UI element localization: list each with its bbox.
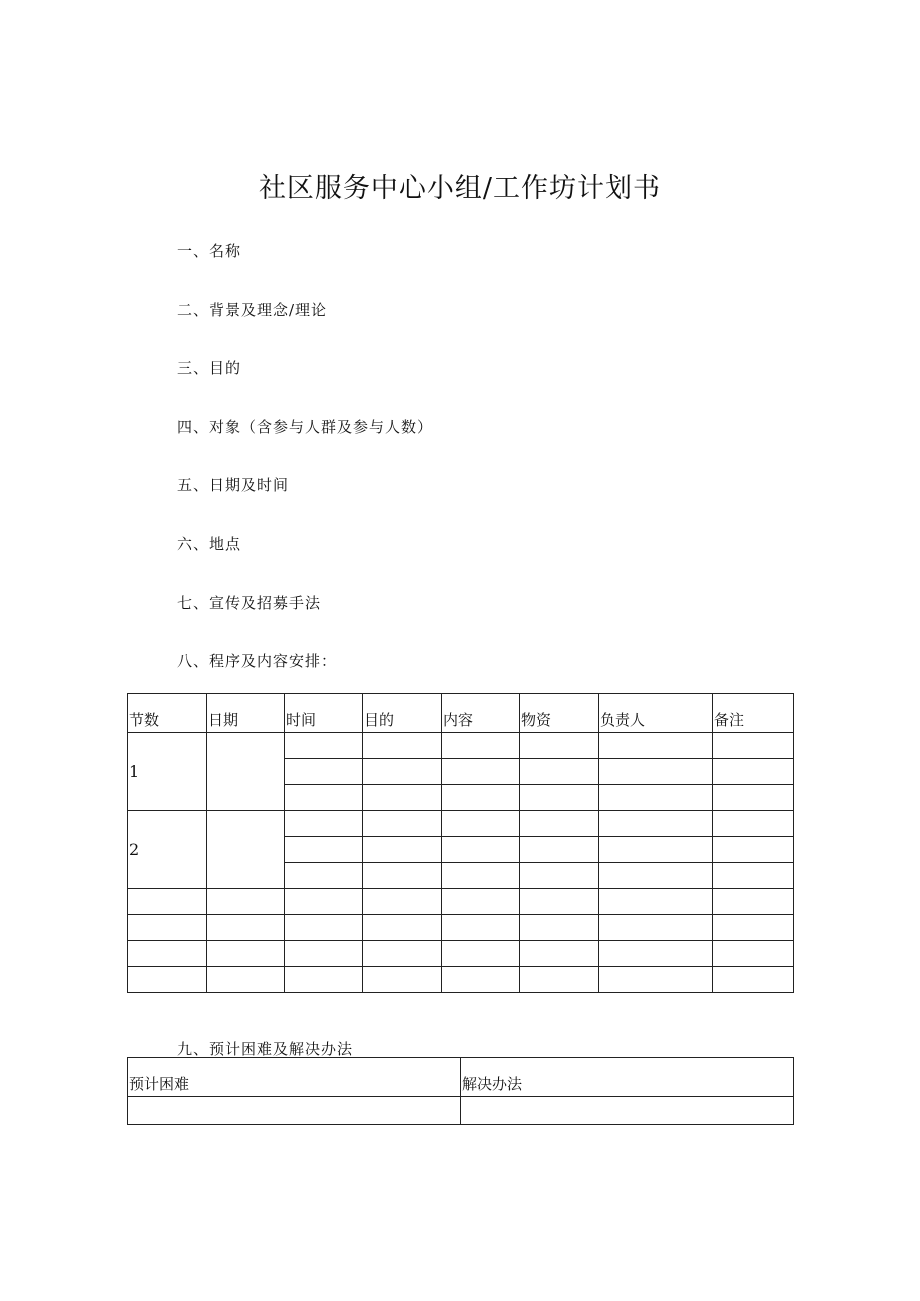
header-cell: 内容 [442, 694, 520, 733]
section-difficulties: 九、预计困难及解决办法 [177, 1040, 354, 1058]
table-cell [713, 967, 794, 993]
table-cell [520, 863, 599, 889]
section-name: 一、名称 [177, 242, 242, 260]
table-cell [442, 837, 520, 863]
table-cell [713, 759, 794, 785]
table-cell [599, 733, 713, 759]
table-cell [128, 1097, 461, 1125]
table-cell [520, 837, 599, 863]
table-cell [713, 863, 794, 889]
header-cell: 备注 [713, 694, 794, 733]
table-cell [442, 811, 520, 837]
table-header-row [128, 1058, 794, 1097]
table-cell [363, 889, 442, 915]
table-cell [285, 889, 363, 915]
table-cell [442, 759, 520, 785]
table-row [128, 811, 794, 837]
table-cell [599, 967, 713, 993]
table-cell [599, 889, 713, 915]
header-cell: 解决办法 [461, 1058, 794, 1097]
table-cell [285, 811, 363, 837]
table-cell [363, 915, 442, 941]
header-cell: 负责人 [599, 694, 713, 733]
table-cell [599, 837, 713, 863]
table-cell [599, 811, 713, 837]
table-cell [285, 785, 363, 811]
table-cell [285, 863, 363, 889]
table-cell [520, 967, 599, 993]
session-number: 1 [128, 733, 207, 811]
table-cell [363, 967, 442, 993]
program-table [127, 693, 794, 993]
table-cell [285, 941, 363, 967]
header-cell: 物资 [520, 694, 599, 733]
header-cell: 目的 [363, 694, 442, 733]
table-cell [442, 863, 520, 889]
table-cell [713, 889, 794, 915]
table-cell [285, 733, 363, 759]
table-row [128, 1097, 794, 1125]
table-cell [207, 811, 285, 889]
table-cell [363, 785, 442, 811]
table-row [128, 733, 794, 759]
table-cell [128, 915, 207, 941]
section-purpose: 三、目的 [177, 359, 242, 377]
table-row [128, 889, 794, 915]
table-cell [128, 889, 207, 915]
table-cell [363, 837, 442, 863]
table-cell [520, 915, 599, 941]
table-cell [520, 889, 599, 915]
table-cell [442, 915, 520, 941]
table-cell [363, 759, 442, 785]
table-cell [599, 915, 713, 941]
table-cell [520, 733, 599, 759]
section-program: 八、程序及内容安排： [177, 652, 338, 670]
session-number: 2 [128, 811, 207, 889]
table-cell [442, 941, 520, 967]
table-cell [520, 785, 599, 811]
table-cell [713, 915, 794, 941]
section-date-time: 五、日期及时间 [177, 476, 290, 494]
table-cell [207, 941, 285, 967]
table-cell [520, 941, 599, 967]
table-cell [363, 863, 442, 889]
table-cell [461, 1097, 794, 1125]
page-title: 社区服务中心小组/工作坊计划书 [258, 173, 662, 204]
table-row [128, 941, 794, 967]
table-cell [128, 941, 207, 967]
table-cell [520, 759, 599, 785]
table-cell [442, 785, 520, 811]
table-cell [442, 967, 520, 993]
table-cell [207, 967, 285, 993]
section-location: 六、地点 [177, 535, 242, 553]
difficulty-table [127, 1057, 794, 1125]
table-cell [128, 967, 207, 993]
table-cell [285, 759, 363, 785]
table-cell [442, 889, 520, 915]
table-cell [285, 837, 363, 863]
section-target: 四、对象（含参与人群及参与人数） [177, 418, 434, 436]
header-cell: 节数 [128, 694, 207, 733]
table-cell [599, 785, 713, 811]
table-cell [520, 811, 599, 837]
table-cell [207, 915, 285, 941]
table-cell [713, 733, 794, 759]
table-cell [599, 941, 713, 967]
table-cell [713, 837, 794, 863]
table-cell [442, 733, 520, 759]
table-cell [363, 941, 442, 967]
table-cell [285, 915, 363, 941]
table-row [128, 967, 794, 993]
table-cell [363, 733, 442, 759]
table-header-row [128, 694, 794, 733]
table-cell [285, 967, 363, 993]
header-cell: 日期 [207, 694, 285, 733]
table-cell [207, 889, 285, 915]
table-cell [207, 733, 285, 811]
table-cell [713, 941, 794, 967]
table-cell [713, 811, 794, 837]
table-row [128, 915, 794, 941]
table-cell [713, 785, 794, 811]
section-promotion: 七、宣传及招募手法 [177, 594, 322, 612]
header-cell: 时间 [285, 694, 363, 733]
section-background: 二、背景及理念/理论 [177, 301, 328, 319]
table-cell [363, 811, 442, 837]
header-cell: 预计困难 [128, 1058, 461, 1097]
table-cell [599, 863, 713, 889]
table-cell [599, 759, 713, 785]
